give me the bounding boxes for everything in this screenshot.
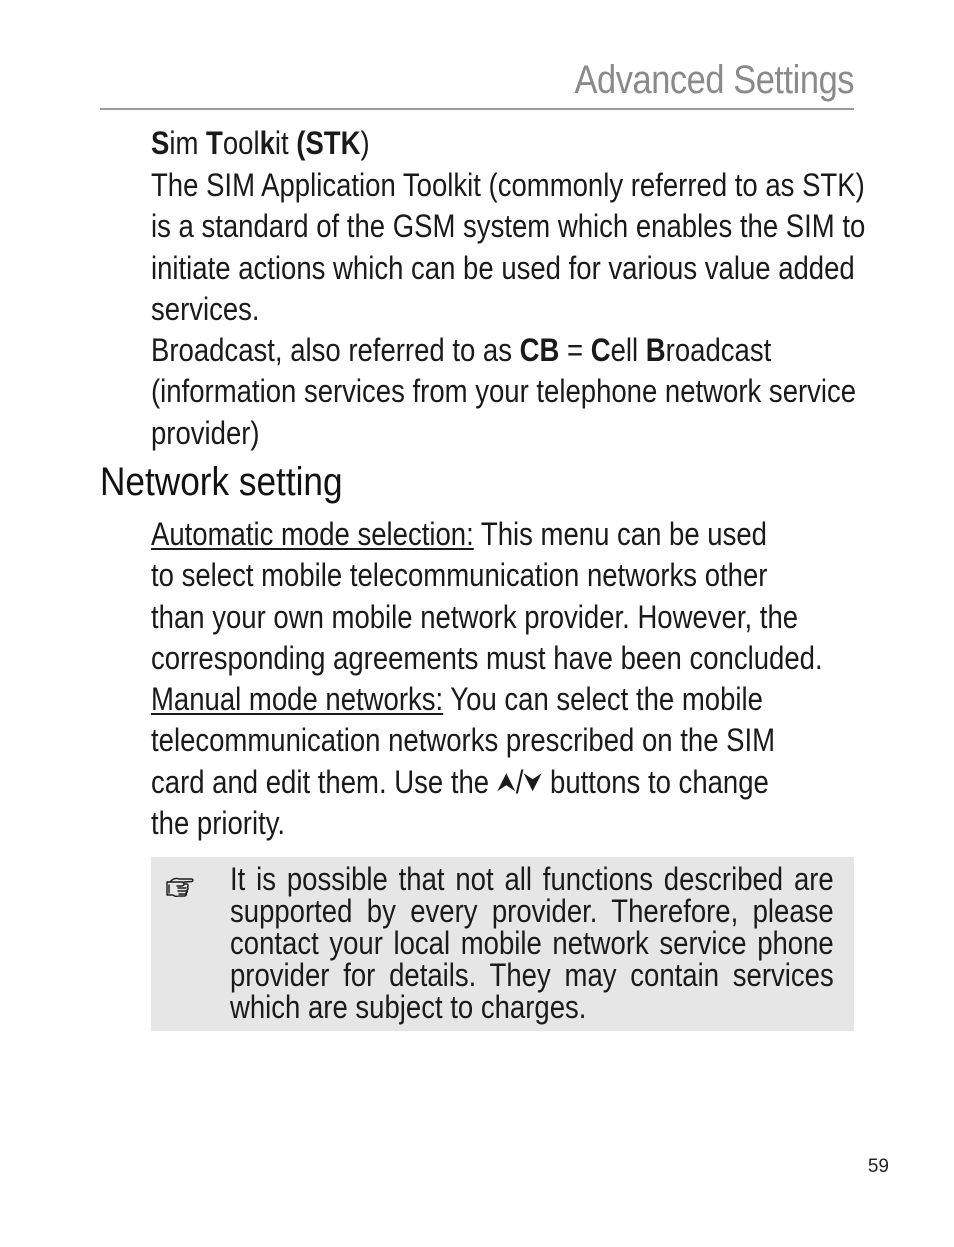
stk-title-part: (STK bbox=[296, 125, 361, 161]
network-setting-heading: Network setting bbox=[100, 460, 343, 504]
header-divider bbox=[100, 108, 854, 110]
pointing-hand-icon bbox=[165, 873, 195, 899]
broadcast-line: (information services from your telephone network service bbox=[151, 373, 857, 410]
broadcast-initial: C bbox=[590, 332, 611, 369]
stk-title-part: S bbox=[151, 125, 170, 161]
stk-title-part: it bbox=[274, 125, 297, 161]
auto-mode-text: This menu can be used bbox=[473, 516, 767, 552]
note-line: supported by every provider. Therefore, please bbox=[230, 893, 834, 929]
manual-mode-line: telecommunication networks prescribed on the SIM bbox=[151, 722, 776, 759]
broadcast-text: ell bbox=[610, 332, 646, 369]
manual-mode-line bbox=[151, 679, 823, 720]
note-line: which are subject to charges. bbox=[230, 989, 587, 1025]
stk-description-line: The SIM Application Toolkit (commonly referred to as STK) bbox=[151, 167, 865, 203]
broadcast-text: = bbox=[559, 332, 591, 369]
stk-section bbox=[151, 121, 954, 454]
stk-description-line: initiate actions which can be used for various value added bbox=[151, 249, 855, 286]
stk-title-part: ool bbox=[222, 125, 260, 161]
broadcast-line: provider) bbox=[151, 414, 260, 451]
broadcast-text: Broadcast, also referred to as bbox=[151, 332, 520, 369]
network-setting-section bbox=[151, 514, 932, 844]
stk-description-line: is a standard of the GSM system which enables the SIM to bbox=[151, 208, 866, 245]
auto-mode-line bbox=[151, 514, 823, 555]
down-arrow-icon: ⮟ bbox=[523, 766, 543, 797]
manual-mode-label: Manual mode networks: bbox=[151, 681, 444, 718]
auto-mode-line: than your own mobile network provider. However, the bbox=[151, 598, 799, 635]
page-header-title: Advanced Settings bbox=[574, 58, 854, 102]
manual-mode-line: the priority. bbox=[151, 805, 286, 842]
manual-mode-line bbox=[151, 762, 823, 803]
broadcast-text: roadcast bbox=[665, 332, 772, 369]
note-text bbox=[230, 863, 834, 1023]
note-line: provider for details. They may contain services bbox=[230, 957, 834, 993]
auto-mode-line: corresponding agreements must have been concluded. bbox=[151, 639, 823, 676]
manual-mode-text: card and edit them. Use the bbox=[151, 763, 497, 800]
up-arrow-icon: ⮝ bbox=[496, 766, 516, 797]
stk-title-part: im bbox=[169, 125, 207, 161]
auto-mode-line: to select mobile telecommunication networks other bbox=[151, 557, 768, 594]
manual-mode-text: buttons to change bbox=[542, 763, 769, 800]
note-line: contact your local mobile network service phone bbox=[230, 925, 834, 961]
note-line: It is possible that not all functions described are bbox=[230, 861, 834, 897]
broadcast-abbrev: CB bbox=[519, 332, 560, 369]
stk-title-part: k bbox=[259, 125, 275, 161]
auto-mode-label: Automatic mode selection: bbox=[151, 516, 474, 552]
broadcast-line bbox=[151, 330, 865, 371]
page-number: 59 bbox=[867, 1156, 889, 1177]
broadcast-initial: B bbox=[645, 332, 666, 369]
stk-description-line: services. bbox=[151, 290, 260, 327]
stk-title-part: T bbox=[206, 125, 223, 161]
arrow-separator: / bbox=[515, 763, 524, 800]
stk-title bbox=[151, 121, 865, 165]
manual-mode-text: You can select the mobile bbox=[443, 681, 763, 718]
stk-title-part: ) bbox=[360, 125, 370, 161]
note-box bbox=[151, 857, 854, 1031]
